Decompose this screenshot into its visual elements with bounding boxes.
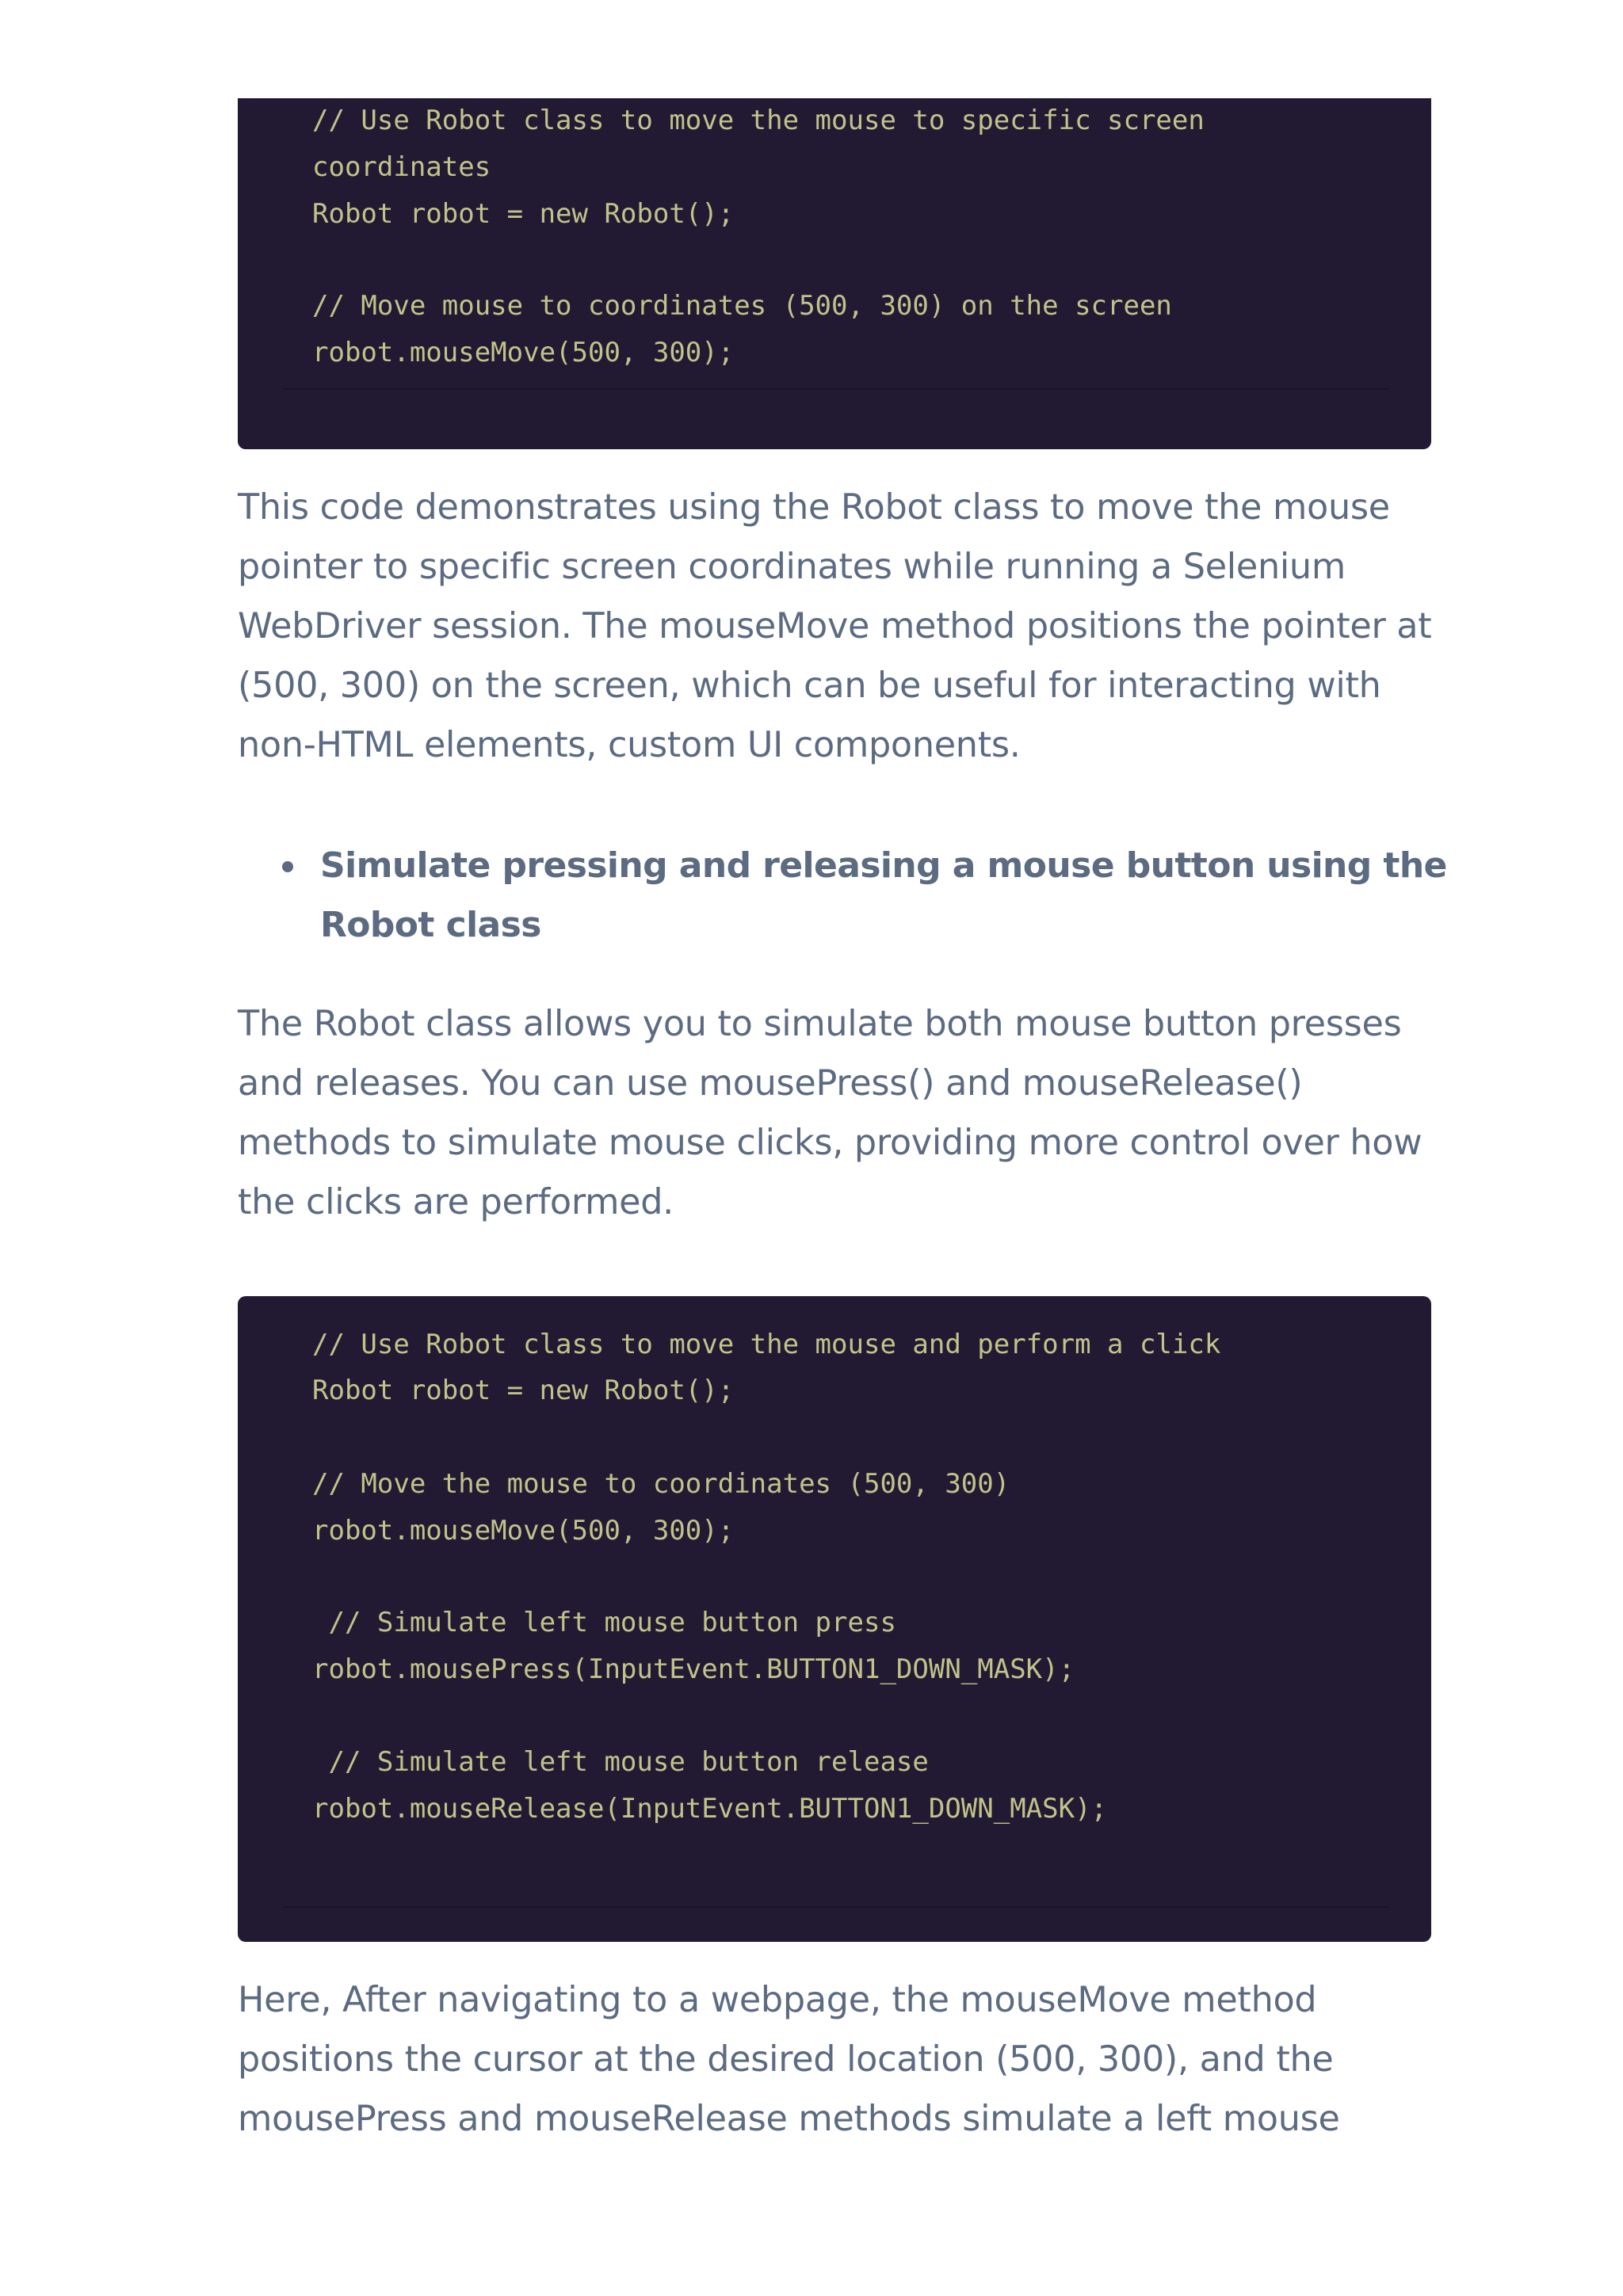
paragraph-line: and releases. You can use mousePress() and mouseRelease() [238,1063,1303,1104]
code-line: robot.mouseMove(500, 300); [312,1515,735,1547]
paragraph-line: methods to simulate mouse clicks, providing more control over how [238,1123,1423,1163]
code-line: Robot robot = new Robot(); [312,1375,735,1406]
paragraph-line: pointer to specific screen coordinates while running a Selenium [238,547,1346,587]
code-area[interactable] [282,98,1390,390]
code-line: // Use Robot class to move the mouse and perform a click [312,1329,1221,1360]
paragraph [238,478,1431,775]
paragraph-line: This code demonstrates using the Robot class to move the mouse [238,487,1390,528]
paragraph-line: Here, After navigating to a webpage, the mouseMove method [238,1980,1317,2020]
code-line: robot.mouseMove(500, 300); [312,337,735,368]
paragraph-line: non-HTML elements, custom UI components. [238,725,1021,765]
code-line: // Move the mouse to coordinates (500, 300) [312,1468,1010,1500]
code-line: coordinates [312,151,491,183]
code-block[interactable] [238,98,1431,449]
paragraph [238,1970,1431,2149]
list-item-line: Robot class [320,905,541,945]
paragraph-line: WebDriver session. The mouseMove method positions the pointer at [238,606,1432,646]
code-line: // Move mouse to coordinates (500, 300) on the screen [312,290,1172,322]
code-line: // Simulate left mouse button release [312,1746,929,1778]
list-item-line: Simulate pressing and releasing a mouse button using the [320,845,1447,886]
list-item [238,836,1447,955]
code-line: robot.mouseRelease(InputEvent.BUTTON1_DOWN_MASK); [312,1793,1108,1825]
bullet-dot-icon [282,861,293,872]
code-block[interactable] [238,1296,1431,1942]
code-line: robot.mousePress(InputEvent.BUTTON1_DOWN_MASK); [312,1653,1075,1685]
code-area[interactable] [282,1328,1390,1908]
paragraph-line: The Robot class allows you to simulate both mouse button presses [238,1004,1402,1044]
code-line: // Simulate left mouse button press [312,1607,896,1638]
code-line: // Use Robot class to move the mouse to specific screen [312,105,1205,136]
paragraph-line: positions the cursor at the desired location (500, 300), and the [238,2039,1334,2080]
paragraph [238,994,1431,1232]
paragraph-line: (500, 300) on the screen, which can be useful for interacting with [238,666,1381,706]
paragraph-line: mousePress and mouseRelease methods simulate a left mouse [238,2099,1340,2139]
code-line: Robot robot = new Robot(); [312,198,735,230]
paragraph-line: the clicks are performed. [238,1182,674,1222]
bullet-list [238,836,1447,955]
